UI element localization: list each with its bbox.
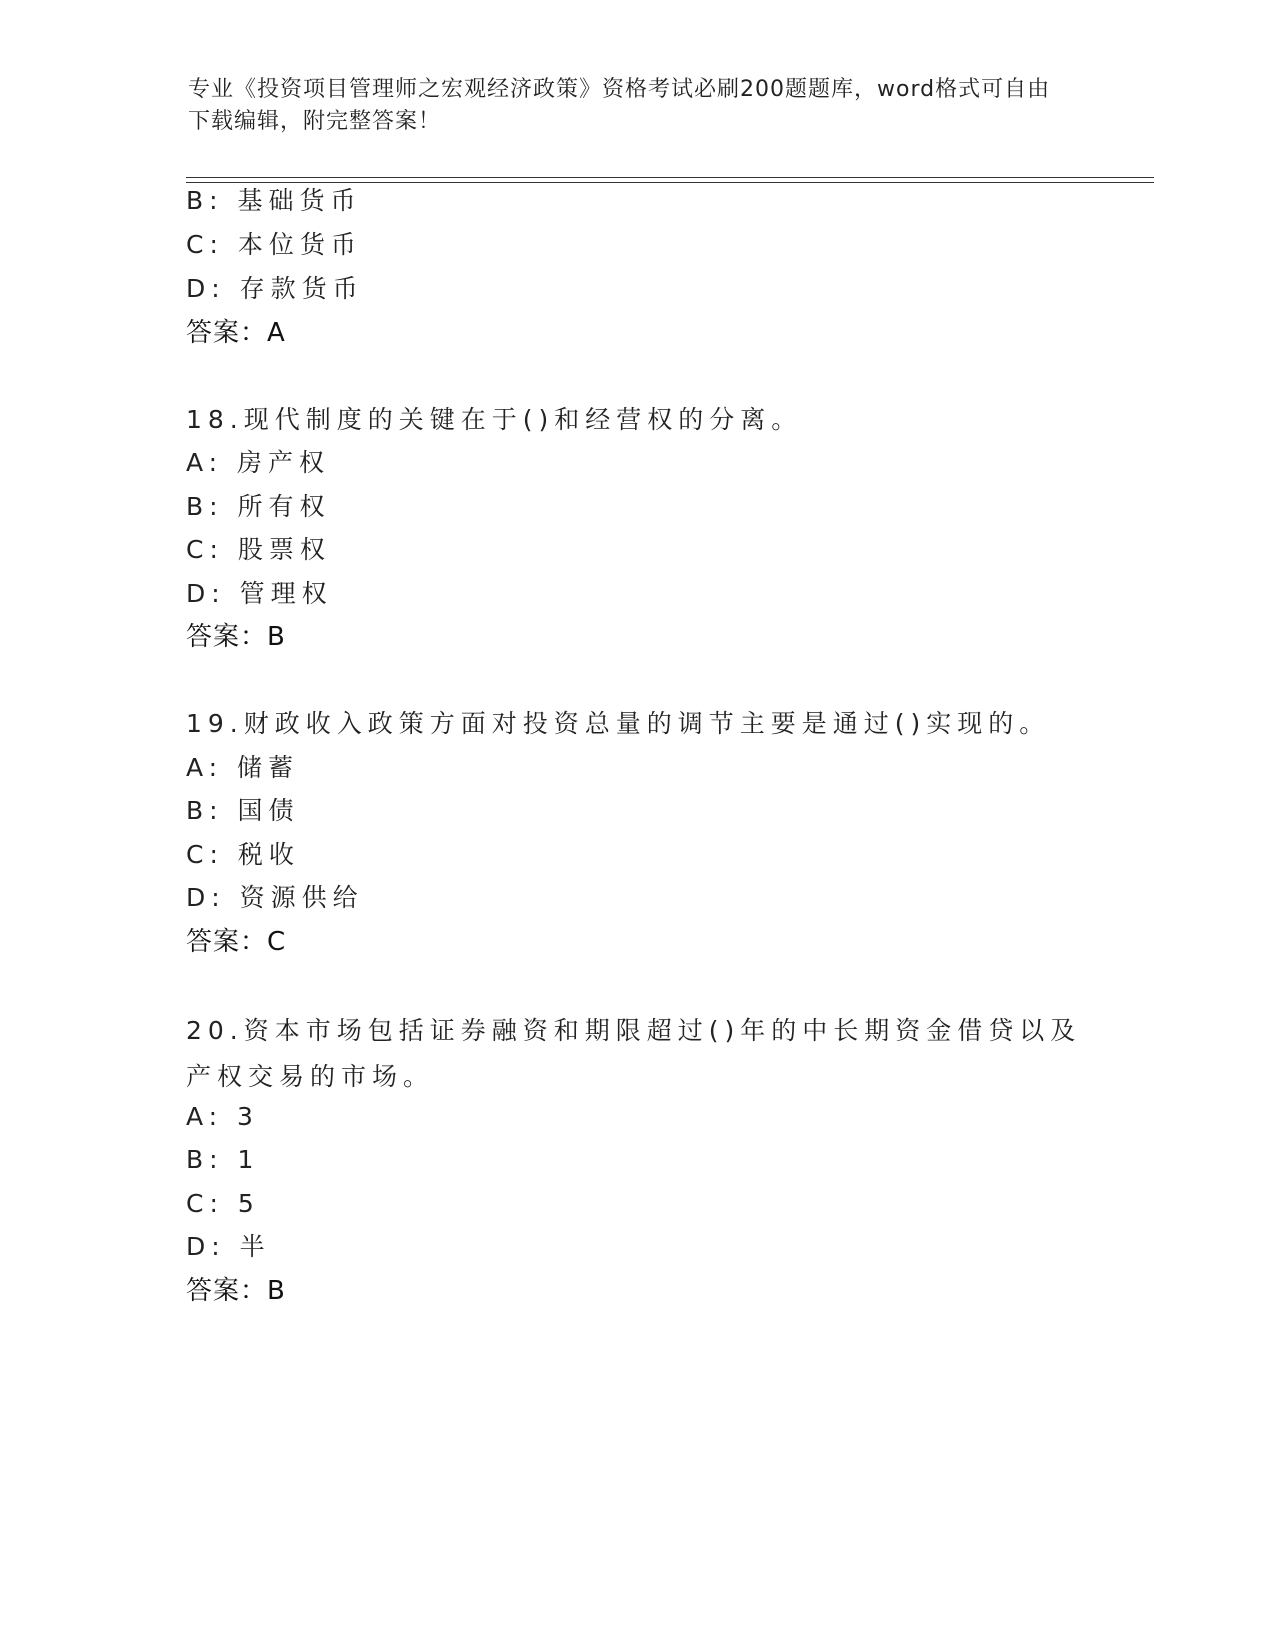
header-divider [186,177,1154,183]
q20-option-c: C: 5 [186,1189,260,1218]
page-header: 专业《投资项目管理师之宏观经济政策》资格考试必刷200题题库，word格式可自由下载编辑，附完整答案！ [188,77,1051,134]
q18-option-b: B: 所有权 [186,492,331,521]
q17-answer: 答案：A [186,318,286,348]
q17-option-b: B: 基础货币 [186,186,362,215]
q17-option-c: C: 本位货币 [186,230,362,259]
q18-option-d: D: 管理权 [186,579,333,608]
q18-answer: 答案：B [186,622,286,652]
q20-option-a: A: 3 [186,1102,259,1131]
q19-option-d: D: 资源供给 [186,883,364,912]
q19-answer: 答案：C [186,927,287,957]
q18-option-a: A: 房产权 [186,448,331,477]
q19-stem: 19.财政收入政策方面对投资总量的调节主要是通过()实现的。 [186,709,1051,738]
q20-answer: 答案：B [186,1276,286,1306]
q20-option-b: B: 1 [186,1145,260,1174]
q17-option-d: D: 存款货币 [186,274,364,303]
q19-option-c: C: 税收 [186,840,300,869]
q18-stem: 18.现代制度的关键在于()和经营权的分离。 [186,405,803,434]
q20-stem: 20.资本市场包括证券融资和期限超过()年的中长期资金借贷以及产权交易的市场。 [186,1016,1082,1091]
q20-option-d: D: 半 [186,1232,271,1261]
q18-option-c: C: 股票权 [186,535,331,564]
q19-option-a: A: 储蓄 [186,753,300,782]
q19-option-b: B: 国债 [186,796,300,825]
